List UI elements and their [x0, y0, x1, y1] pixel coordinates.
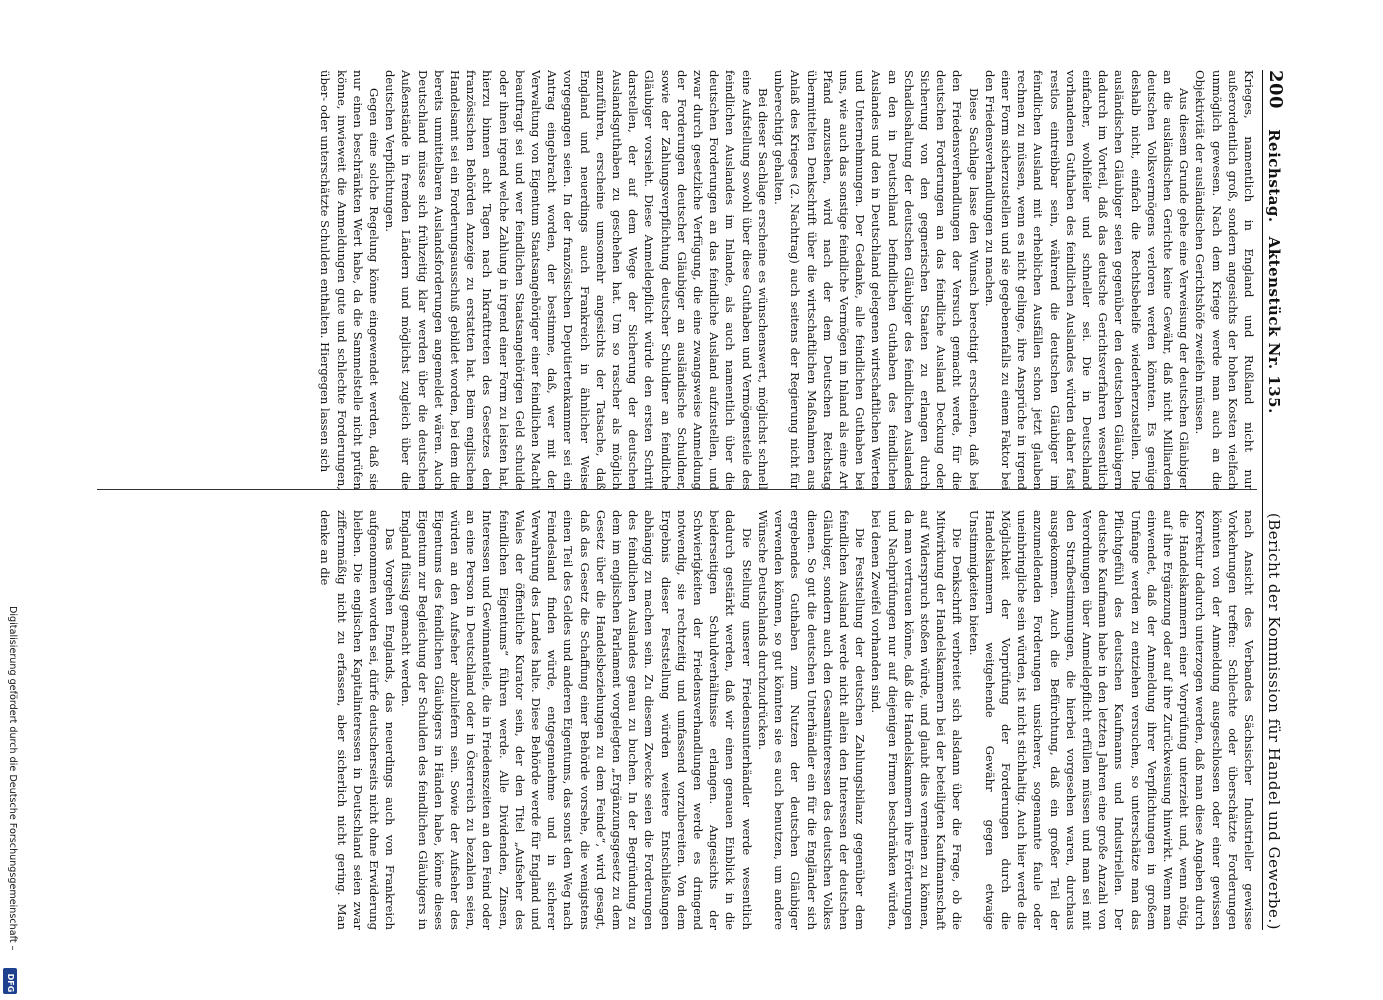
left-text-column [97, 70, 1257, 490]
header-subject: (Bericht der Kommission für Handel und Gewerbe.) [1265, 512, 1283, 930]
paragraph: Aus diesem Grunde gehe eine Verweisung der deutschen Gläubiger an die ausländischen Gerichte keine Gewähr, daß nicht Milliarden deutschen Volksvermögens verloren werden könnten. Es genüge deshalb nicht, einfach die Rechtsbehelfe wiederherzustellen. Die ausländischen Gläubiger seien gegenüber den deutschen Gläubigern dadurch im Vorteil, daß das deutsche Gerichtsverfahren wesentlich einfacher, wohlfeiler und schneller sei. Die in Deutschland vorhandenen Guthaben des feindlichen Auslandes würden daher fast restlos eintreibbar sein, während die deutschen Gläubiger im feindlichen Ausland mit erheblichen Ausfällen schon jetzt glauben rechnen zu müssen, wenn es nicht gelinge, ihre Ansprüche in irgend einer Form sicherzustellen und sie gegebenenfalls zu einem Faktor bei den Friedensverhandlungen zu machen. [982, 70, 1192, 490]
page-header [1265, 70, 1291, 930]
dfg-logo-icon [3, 968, 17, 994]
dfg-logo-text: DFG [6, 973, 15, 993]
paragraph: Bei dieser Sachlage erscheine es wünschenswert, möglichst schnell eine Aufstellung sowohl über diese Guthaben und Vermögensteile des feindlichen Auslandes im Inlande, als auch namentlich über die deutschen Forderungen an das feindliche Ausland aufzustellen, und zwar durch gesetzliche Verfügung, die eine zwangsweise Anmeldung der Forderungen deutscher Gläubiger an ausländische Schuldner, sowie der Zahlungsverpflichtung deutscher Schuldner an feindliche Gläubiger vorsieht. Diese Anmeldepflicht würde den ersten Schritt darstellen, der auf dem Wege der Sicherung der deutschen Auslandsguthaben zu geschehen hat. Um so rascher als möglich anzuführen, erscheine umsomehr angesichts der Tatsache, daß England und neuerdings auch Frankreich in ähnlicher Weise vorgegangen seien. In der französischen Deputiertenkammer sei ein Antrag eingebracht worden, der bestimme, daß, wer mit der Verwaltung von Eigentum Staatsangehöriger einer feindlichen Macht beauftragt sei und wer feindlichen Staatsangehörigen Geld schulde oder ihnen irgend welche Zahlung in irgend einer Form zu leisten hat, hierzu binnen acht Tagen nach Inkrafttreten des Gesetzes den französischen Behörden Anzeige zu erstatten hat. Beim englischen Handelsamt sei ein Forderungsausschuß gebildet worden, bei dem die bereits unmittelbaren Auslandsforderungen angemeldet wären. Auch Deutschland müsse sich frühzeitig klar werden über die deutschen Außenstände in fremden Ländern und möglichst zugleich über die deutschen Verpflichtungen. [383, 70, 770, 490]
paragraph: Krieges, namentlich in England und Rußland nicht nur außerordentlich groß, sondern angesichts der hohen Kosten vielfach unmöglich gewesen. Nach dem Kriege werde man auch an die Objektivität der ausländischen Gerichtshöfe zweifeln müssen. [1193, 70, 1256, 490]
paragraph: Gegen eine solche Regelung könne eingewendet werden, daß sie nur einen beschränkten Wert habe, da die Sammelstelle nicht prüfen könne, inwieweit die Anmeldungen gute und schlechte Forderungen, über- oder unterschätzte Schulden enthalten. Hiergegen lassen sich [318, 70, 382, 490]
paragraph: Die Denkschrift verbreitet sich alsdann über die Frage, ob die Mitwirkung der Handelskammern bei der beteiligten Kaufmannschaft auf Widerspruch stoßen würde, und glaubt dies verneinen zu können, da man vertrauen könne, daß die Handelskammern ihre Erörterungen und Nachprüfungen nur auf diejenigen Firmen beschränken würden, bei denen Zweifel vorhanden sind. [869, 510, 965, 930]
header-section: Reichstag. [1265, 129, 1283, 223]
credit-text: Digitalisierung gefördert durch die Deutsche Forschungsgemeinschaft – [7, 606, 18, 951]
column-divider [97, 489, 1257, 490]
paragraph: Diese Sachlage lasse den Wunsch berechtigt erscheinen, daß bei den Friedensverhandlungen der Versuch gemacht werde, für die deutschen Forderungen an das feindliche Ausland Deckung oder Sicherung von den gegnerischen Staaten zu erlangen durch Schadloshaltung der deutschen Gläubiger des feindlichen Auslandes an den in Deutschland befindlichen Guthaben des feindlichen Auslandes und den in Deutschland gelegenen wirtschaftlichen Werten und Unternehmungen. Der Gedanke, alle feindlichen Guthaben bei uns, wie auch das sonstige feindliche Vermögen im Inland als eine Art Pfand anzusehen, wird nach der dem Deutschen Reichstag übermittelten Denkschrift über die wirtschaftlichen Maßnahmen aus Anlaß des Krieges (2. Nachtrag) auch seitens der Regierung nicht für unberechtigt gehalten. [772, 70, 981, 490]
paragraph: Die Stellung unserer Friedensunterhändler werde wesentlich dadurch gestärkt werden, daß wir einen genauen Einblick in die beiderseitigen Schuldverhältnisse erlangen. Angesichts der Schwierigkeiten der Friedensverhandlungen werde es dringend notwendig, sie rechtzeitig und umfassend vorzubereiten. Von dem Ergebnis dieser Feststellung würden weitere Entschließungen abhängig zu machen sein. Zu diesem Zwecke seien die Forderungen des feindlichen Auslandes genau zu buchen. In der Begründung zu dem im englischen Parlament vorgelegten „Ergänzungsgesetz zu dem Gesetz über die Handelsbeziehungen zu dem Feinde“, wird gesagt, daß das Gesetz die Schaffung einer Behörde vorsehe, die wenigstens einen Teil des Geldes und anderen Eigentums, das sonst den Weg nach Feindesland finden würde, entgegennehme und in sicherer Verwahrung des Landes halte. Diese Behörde werde für England und Wales der öffentliche Kurator sein, der den Titel „Aufseher des feindlichen Eigentums“ führen werde. Alle Dividenden, Zinsen, Interessen und Gewinnanteile, die in Friedenszeiten an den Feind oder an eine Person in Deutschland oder in Österreich zu bezahlen seien, würden an den Aufseher abzuliefern sein. Sowie der Aufseher des Eigentums des feindlichen Gläubigers in Händen habe, könne dieses Eigentum zur Begleichung der Schulden des feindlichen Gläubigers in England flüssig gemacht werden. [399, 510, 754, 930]
paragraph: Die Feststellung der deutschen Zahlungsbilanz gegenüber dem feindlichen Ausland werde nicht allein den Interessen der deutschen Gläubiger, sondern auch den Gesamtinteressen des deutschen Volkes dienen. So gut die deutschen Unterhändler ein für die Engländer sich ergebendes Guthaben zum Nutzen der deutschen Gläubiger verwenden können, so gut könnten sie es auch benutzen, um andere Wünsche Deutschlands durchzudrücken. [755, 510, 868, 930]
header-document-number: Aktenstück Nr. 135. [1265, 236, 1283, 414]
page-number: 200 [1265, 70, 1286, 110]
right-text-column [97, 510, 1257, 930]
paragraph: nach Ansicht des Verbandes Sächsischer Industrieller gewisse Vorkehrungen treffen: Schlechte oder überschätzte Forderungen könnten von der Anmeldung ausgeschlossen oder einer gewissen Korrektur dadurch unterzogen werden, daß man diese Angaben durch die Handelskammern einer Vorprüfung unterzieht und, wenn nötig, auf ihre Ergänzung oder auf ihre Zurückweisung hinwirkt. Wenn man einwendet, daß der Anmeldung ihrer Verpflichtungen in großem Umfange werden zu entziehen versuchen, so unterschätze man das Pflichtgefühl des deutschen Kaufmanns und Industriellen. Der deutsche Kaufmann habe in den letzten Jahren eine große Anzahl von Verordnungen über Anmeldepflicht erfüllen müssen und man sei mit den Strafbestimmungen, die hierbei vorgesehen waren, durchaus ausgekommen. Auch die Befürchtung, daß ein großer Teil der anzumeldenden Forderungen unsicherer, sogenannte faule oder uneinbringliche sein würden, ist nicht stichhaltig. Auch hier werde die Möglichkeit der Vorprüfung der Forderungen durch die Handelskammern weitgehende Gewähr gegen etwaige Unstimmigkeiten bieten. [966, 510, 1256, 930]
paragraph: Das Vorgehen Englands, das neuerdings auch von Frankreich aufgenommen worden sei, dürfe deutscherseits nicht ohne Erwiderung bleiben. Die englischen Kapitalinteressen in Deutschland seien zwar ziffernmäßig nicht zu erfassen, aber sicherlich nicht gering. Man denke an die [318, 510, 398, 930]
header-rule [1262, 70, 1263, 930]
digitization-credit [4, 606, 20, 996]
